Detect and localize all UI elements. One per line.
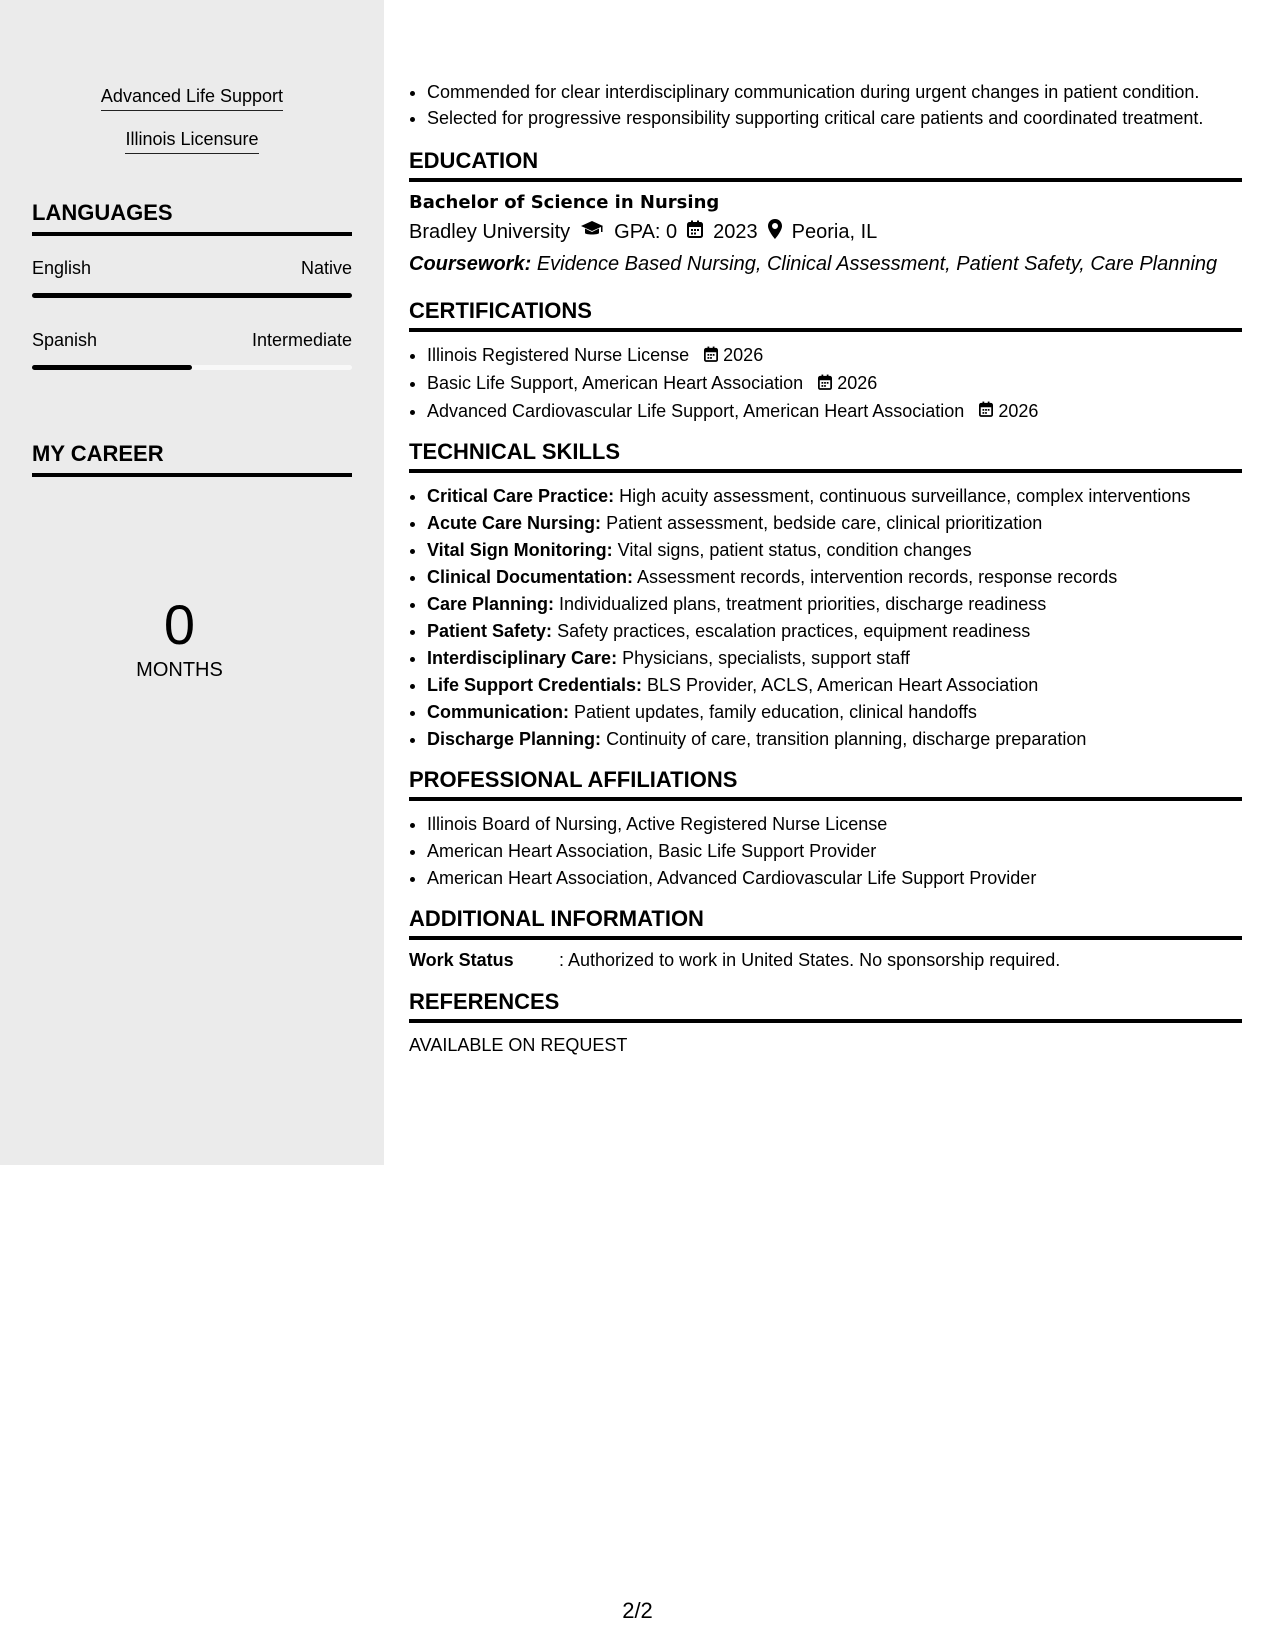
skill-label: Critical Care Practice: xyxy=(427,486,615,507)
calendar-icon xyxy=(687,220,703,244)
career-heading: MY CAREER xyxy=(32,441,352,477)
language-name: English xyxy=(32,258,92,278)
list-item xyxy=(427,618,1242,645)
sidebar xyxy=(0,0,384,1165)
list-item xyxy=(427,591,1242,618)
skill-label: Interdisciplinary Care: xyxy=(427,648,618,669)
coursework-label: Coursework: xyxy=(409,253,532,275)
language-proficiency-fill xyxy=(32,293,352,298)
languages-section xyxy=(32,200,352,370)
career-unit: MONTHS xyxy=(136,659,223,681)
certification-name: Basic Life Support, American Heart Association xyxy=(427,372,804,393)
references-section xyxy=(409,989,1242,1056)
list-item: • American Heart Association, Basic Life Support Provider xyxy=(427,838,1242,865)
skill-label: Patient Safety: xyxy=(427,621,553,642)
technical-skills-section xyxy=(409,439,1242,753)
certification-year: 2026 xyxy=(837,372,878,393)
section-title: ADDITIONAL INFORMATION xyxy=(409,906,1242,940)
career-section xyxy=(32,441,352,682)
language-proficiency-bar xyxy=(32,293,352,298)
location-pin-icon xyxy=(768,219,782,245)
list-item xyxy=(427,672,1242,699)
certification-name: Advanced Cardiovascular Life Support, American Heart Association xyxy=(427,400,965,421)
skill-text: Assessment records, intervention records, response records xyxy=(637,567,1118,588)
language-item xyxy=(32,330,352,370)
skill-tag: Advanced Life Support xyxy=(101,86,283,111)
list-item: • American Heart Association, Advanced Cardiovascular Life Support Provider xyxy=(427,865,1242,892)
section-title: TECHNICAL SKILLS xyxy=(409,439,1242,473)
additional-information-section xyxy=(409,906,1242,971)
list-item xyxy=(427,645,1242,672)
skill-label: Clinical Documentation: xyxy=(427,567,634,588)
coursework-text: Evidence Based Nursing, Clinical Assessment, Patient Safety, Care Planning xyxy=(536,253,1218,275)
skill-text: BLS Provider, ACLS, American Heart Association xyxy=(647,675,1039,696)
list-item: • Selected for progressive responsibility supporting critical care patients and coordinated treatment. xyxy=(427,106,1242,130)
certification-name: Illinois Registered Nurse License xyxy=(427,345,690,365)
skill-text: Continuity of care, transition planning, discharge preparation xyxy=(606,729,1087,750)
skill-text: Safety practices, escalation practices, equipment readiness xyxy=(557,621,1031,642)
language-proficiency-bar xyxy=(32,365,352,370)
list-item xyxy=(427,342,1242,370)
skill-text: Patient updates, family education, clinical handoffs xyxy=(574,702,977,723)
language-name: Spanish xyxy=(32,330,98,350)
skill-label: Care Planning: xyxy=(427,594,555,615)
work-status-label: Work Status xyxy=(409,950,514,971)
language-proficiency-fill xyxy=(32,365,192,370)
affiliations-section xyxy=(409,767,1242,892)
references-text: AVAILABLE ON REQUEST xyxy=(409,1035,628,1056)
language-level: Intermediate xyxy=(251,330,352,350)
certification-year: 2026 xyxy=(998,400,1039,421)
technical-skills-list xyxy=(409,483,1242,753)
education-section xyxy=(409,148,1242,276)
skill-text: Individualized plans, treatment priorities, discharge readiness xyxy=(559,594,1047,615)
page-number: 2/2 xyxy=(622,1598,653,1623)
skill-label: Communication: xyxy=(427,702,569,723)
list-item: • Commended for clear interdisciplinary communication during urgent changes in patient condition. xyxy=(427,80,1242,104)
gpa: GPA: 0 xyxy=(614,220,678,243)
experience-bullets xyxy=(409,80,1242,130)
list-item xyxy=(427,483,1242,510)
skill-label: Acute Care Nursing: xyxy=(427,513,602,534)
certifications-section xyxy=(409,298,1242,425)
list-item: • Illinois Board of Nursing, Active Registered Nurse License xyxy=(427,811,1242,838)
section-title: REFERENCES xyxy=(409,989,1242,1023)
skill-text: Physicians, specialists, support staff xyxy=(622,648,910,669)
skill-label: Vital Sign Monitoring: xyxy=(427,540,613,561)
skill-text: High acuity assessment, continuous surveillance, complex interventions xyxy=(619,486,1191,507)
calendar-icon xyxy=(818,371,832,398)
list-item xyxy=(427,398,1242,426)
list-item xyxy=(427,510,1242,537)
education-details xyxy=(409,219,1242,245)
graduation-year: 2023 xyxy=(713,220,758,243)
list-item xyxy=(427,537,1242,564)
section-title: PROFESSIONAL AFFILIATIONS xyxy=(409,767,1242,801)
list-item xyxy=(427,726,1242,753)
degree: Bachelor of Science in Nursing xyxy=(409,192,720,213)
school-name: Bradley University xyxy=(409,220,571,243)
graduation-cap-icon xyxy=(580,220,604,244)
skill-label: Life Support Credentials: xyxy=(427,675,643,696)
certifications-list xyxy=(409,342,1242,425)
skill-tag: Illinois Licensure xyxy=(125,129,258,154)
school-location: Peoria, IL xyxy=(791,220,878,243)
list-item xyxy=(427,370,1242,398)
calendar-icon xyxy=(704,343,718,370)
main-content xyxy=(409,0,1242,1056)
section-title: EDUCATION xyxy=(409,148,1242,182)
skill-label: Discharge Planning: xyxy=(427,729,602,750)
section-title: CERTIFICATIONS xyxy=(409,298,1242,332)
skill-tags xyxy=(0,86,384,172)
language-item xyxy=(32,258,352,298)
skill-text: Patient assessment, bedside care, clinical prioritization xyxy=(606,513,1043,534)
list-item xyxy=(427,564,1242,591)
skill-text: Vital signs, patient status, condition changes xyxy=(617,540,972,561)
affiliations-list xyxy=(409,811,1242,892)
coursework xyxy=(409,253,1242,276)
language-level: Native xyxy=(300,258,352,278)
list-item xyxy=(427,699,1242,726)
certification-year: 2026 xyxy=(723,345,764,365)
work-status-value: : Authorized to work in United States. No sponsorship required. xyxy=(559,950,1061,971)
career-value: 0 xyxy=(163,593,196,656)
work-status-row xyxy=(409,950,1242,971)
languages-heading: LANGUAGES xyxy=(32,200,352,236)
calendar-icon xyxy=(979,398,993,425)
